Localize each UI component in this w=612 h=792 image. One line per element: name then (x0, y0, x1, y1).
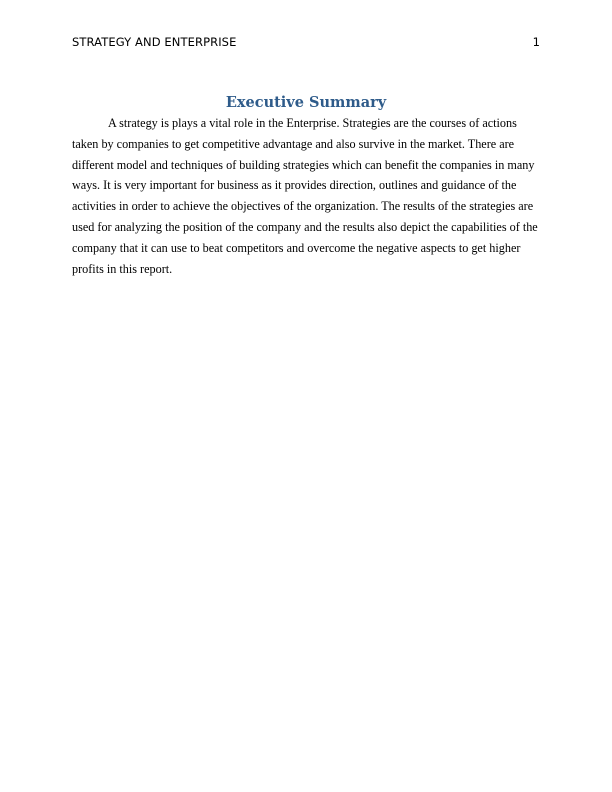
page-number: 1 (532, 35, 540, 49)
running-head: STRATEGY AND ENTERPRISE (72, 35, 237, 49)
body-paragraph: A strategy is plays a vital role in the Enterprise. Strategies are the courses of actions taken by companies to get competitive advantage and also survive in the market. There are different model and techniques of building strategies which can benefit the companies in many ways. It is very important for business as it provides direction, outlines and guidance of the activities in order to achieve the objectives of the organization. The results of the strategies are used for analyzing the position of the company and the results also depict the capabilities of the company that it can use to beat competitors and overcome the negative aspects to get higher profits in this report. (72, 116, 538, 276)
section-title: Executive Summary (225, 94, 387, 111)
